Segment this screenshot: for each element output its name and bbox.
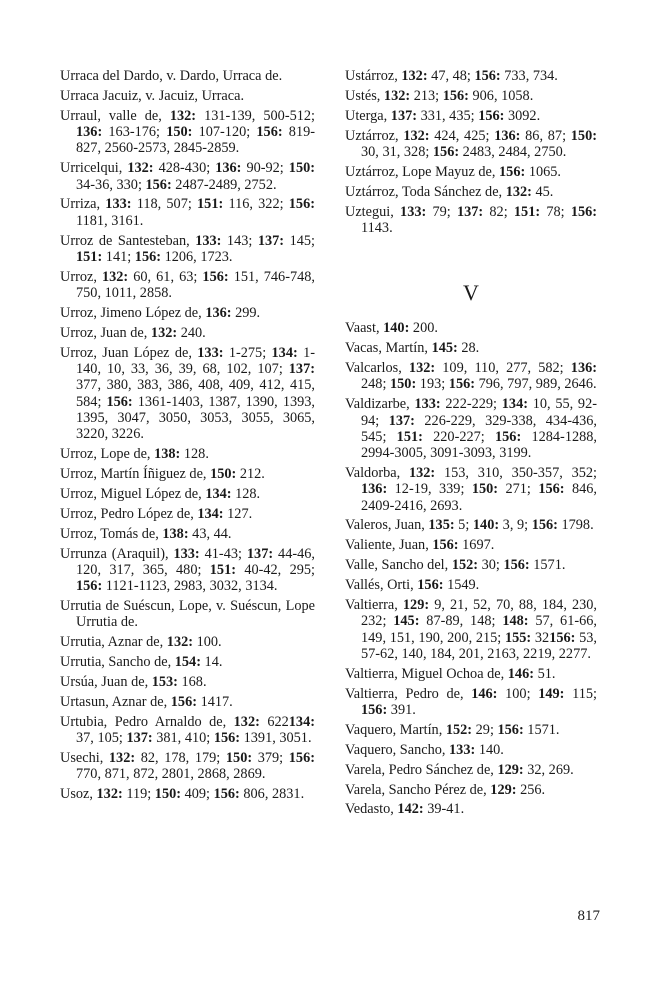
index-entry: Varela, Pedro Sánchez de, 129: 32, 269.	[345, 761, 574, 778]
index-entry: Uterga, 137: 331, 435; 156: 3092.	[345, 107, 541, 124]
page-number: 817	[577, 908, 600, 924]
index-entry: Urriza, 133: 118, 507; 151: 116, 322; 156: 1181, 3161.	[60, 196, 315, 229]
index-entry: Urroz, Tomás de, 138: 43, 44.	[60, 525, 232, 542]
index-entry: Valdizarbe, 133: 222-229; 134: 10, 55, 92-94; 137: 226-229, 329-338, 434-436, 545; 151: 220-227; 156: 1284-1288, 2994-3005, 3091-3093, 3199.	[345, 396, 598, 462]
index-entry: Vacas, Martín, 145: 28.	[345, 340, 480, 357]
index-entry: Urroz, Juan de, 132: 240.	[60, 324, 206, 341]
index-entry: Urrutia, Aznar de, 132: 100.	[60, 634, 222, 651]
index-entry: Vaquero, Martín, 152: 29; 156: 1571.	[345, 721, 560, 738]
index-entry: Ustárroz, 132: 47, 48; 156: 733, 734.	[345, 68, 558, 84]
index-entry: Urraca Jacuiz, v. Jacuiz, Urraca.	[60, 87, 245, 104]
index-entry: Uztárroz, Lope Mayuz de, 156: 1065.	[345, 163, 561, 180]
index-entry: Vedasto, 142: 39-41.	[345, 801, 465, 818]
index-entry: Urroz, Jimeno López de, 136: 299.	[60, 305, 261, 322]
index-entry: Urrutia de Suéscun, Lope, v. Suéscun, Lope Urrutia de.	[60, 598, 315, 631]
index-entry: Valiente, Juan, 156: 1697.	[345, 537, 495, 554]
index-entry: Uztárroz, Toda Sánchez de, 132: 45.	[345, 183, 554, 200]
index-entry: Varela, Sancho Pérez de, 129: 256.	[345, 781, 546, 798]
index-entry: Usoz, 132: 119; 150: 409; 156: 806, 2831.	[60, 786, 305, 803]
index-entry: Ustés, 132: 213; 156: 906, 1058.	[345, 87, 534, 104]
index-entry: Valtierra, 129: 9, 21, 52, 70, 88, 184, 230, 232; 145: 87-89, 148; 148: 57, 61-66, 149, 151, 190, 200, 215; 155: 32156: 53, 57-62, 140, 184, 201, 2163, 2219, 2277.	[345, 597, 597, 662]
index-entry: Urrunza (Araquil), 133: 41-43; 137: 44-46, 120, 317, 365, 480; 151: 40-42, 295; 156: 1121-1123, 2983, 3032, 3134.	[60, 545, 315, 595]
index-entry: Urroz, 132: 60, 61, 63; 156: 151, 746-748, 750, 1011, 2858.	[60, 268, 315, 302]
right-entry-list-u	[345, 68, 597, 236]
index-entry: Urricelqui, 132: 428-430; 136: 90-92; 150: 34-36, 330; 156: 2487-2489, 2752.	[60, 160, 316, 193]
index-entry: Valtierra, Miguel Ochoa de, 146: 51.	[345, 665, 556, 682]
index-entry: Urroz, Pedro López de, 134: 127.	[60, 505, 253, 522]
index-entry: Urroz, Miguel López de, 134: 128.	[60, 485, 261, 502]
index-entry: Ursúa, Juan de, 153: 168.	[60, 674, 207, 691]
index-entry: Uztegui, 133: 79; 137: 82; 151: 78; 156: 1143.	[345, 203, 598, 236]
index-entry: Vaast, 140: 200.	[345, 320, 438, 337]
index-entry: Urroz, Juan López de, 133: 1-275; 134: 1-140, 10, 33, 36, 39, 68, 102, 107; 137: 377, 380, 383, 386, 408, 409, 412, 415, 584; 156: 1361-1403, 1387, 1390, 1393, 1395, 3047, 3050, 3053, 3055, 3065, 3220, 3226.	[60, 344, 315, 443]
index-entry: Vaquero, Sancho, 133: 140.	[345, 741, 504, 758]
left-entry-list	[60, 68, 315, 803]
index-entry: Urroz de Santesteban, 133: 143; 137: 145; 151: 141; 156: 1206, 1723.	[60, 232, 315, 265]
index-entry: Urrutia, Sancho de, 154: 14.	[60, 654, 223, 671]
index-entry: Urroz, Martín Íñiguez de, 150: 212.	[60, 466, 265, 483]
right-entry-list-v	[345, 320, 597, 818]
index-entry: Vallés, Orti, 156: 1549.	[345, 577, 480, 594]
index-entry: Urroz, Lope de, 138: 128.	[60, 446, 209, 463]
index-entry: Urtasun, Aznar de, 156: 1417.	[60, 693, 233, 710]
index-entry: Urtubia, Pedro Arnaldo de, 132: 622134: 37, 105; 137: 381, 410; 156: 1391, 3051.	[60, 713, 315, 747]
left-column	[60, 68, 315, 806]
index-entry: Uztárroz, 132: 424, 425; 136: 86, 87; 150: 30, 31, 328; 156: 2483, 2484, 2750.	[345, 127, 597, 160]
index-entry: Valtierra, Pedro de, 146: 100; 149: 115; 156: 391.	[345, 685, 597, 718]
index-entry: Valcarlos, 132: 109, 110, 277, 582; 136: 248; 150: 193; 156: 796, 797, 989, 2646.	[345, 360, 598, 393]
index-entry: Urraul, valle de, 132: 131-139, 500-512; 136: 163-176; 150: 107-120; 156: 819-827, 2560-2573, 2845-2859.	[60, 107, 316, 157]
section-letter-heading: V	[463, 280, 479, 306]
index-entry: Valle, Sancho del, 152: 30; 156: 1571.	[345, 557, 566, 574]
right-column	[345, 68, 597, 821]
index-entry: Valeros, Juan, 135: 5; 140: 3, 9; 156: 1798.	[345, 517, 594, 534]
index-entry: Usechi, 132: 82, 178, 179; 150: 379; 156: 770, 871, 872, 2801, 2868, 2869.	[60, 750, 315, 783]
index-entry: Urraca del Dardo, v. Dardo, Urraca de.	[60, 68, 283, 84]
index-entry: Valdorba, 132: 153, 310, 350-357, 352; 136: 12-19, 339; 150: 271; 156: 846, 2409-2416, 2693.	[345, 464, 597, 514]
